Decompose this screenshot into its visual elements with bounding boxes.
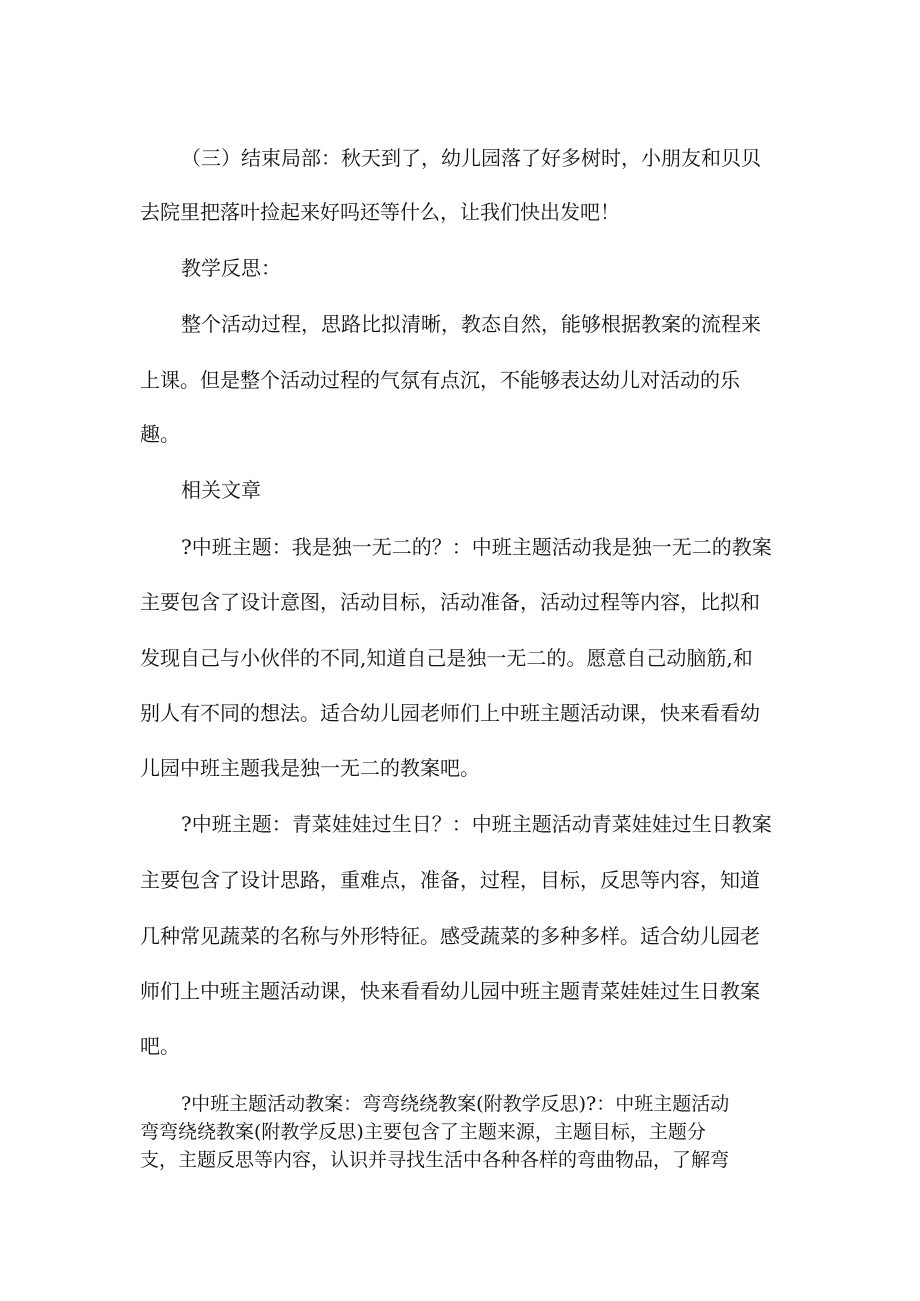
article-2-line-5: 吧。: [140, 1034, 180, 1058]
reflection-heading: 教学反思：: [181, 256, 281, 280]
article-2-line-4: 师们上中班主题活动课，快来看看幼儿园中班主题青菜娃娃过生日教案: [140, 979, 760, 1003]
closing-line-1: （三）结束局部：秋天到了，幼儿园落了好多树时，小朋友和贝贝: [181, 146, 761, 170]
reflection-line-1: 整个活动过程，思路比拟清晰，教态自然，能够根据教案的流程来: [181, 312, 761, 336]
article-1-line-4: 别人有不同的想法。适合幼儿园老师们上中班主题活动课，快来看看幼: [140, 701, 760, 725]
article-1-line-3: 发现自己与小伙伴的不同,知道自己是独一无二的。愿意自己动脑筋,和: [140, 646, 753, 670]
article-2-line-2: 主要包含了设计思路，重难点，准备，过程，目标，反思等内容，知道: [140, 868, 760, 892]
reflection-line-3: 趣。: [140, 422, 180, 446]
article-3-line-2: 弯弯绕绕教案(附教学反思)主要包含了主题来源，主题目标，主题分: [140, 1121, 706, 1143]
article-3-line-3: 支，主题反思等内容，认识并寻找生活中各种各样的弯曲物品，了解弯: [140, 1149, 730, 1171]
article-1-line-5: 儿园中班主题我是独一无二的教案吧。: [140, 756, 480, 780]
article-2-line-3: 几种常见蔬菜的名称与外形特征。感受蔬菜的多种多样。适合幼儿园老: [140, 924, 760, 948]
article-3-line-1: ?中班主题活动教案：弯弯绕绕教案(附教学反思)?：中班主题活动: [181, 1093, 730, 1115]
related-heading: 相关文章: [181, 478, 261, 502]
article-1-line-2: 主要包含了设计意图，活动目标，活动准备，活动过程等内容，比拟和: [140, 590, 760, 614]
article-1-line-1: ?中班主题：我是独一无二的？：中班主题活动我是独一无二的教案: [181, 535, 772, 559]
closing-line-2: 去院里把落叶捡起来好吗还等什么，让我们快出发吧！: [140, 200, 620, 224]
reflection-line-2: 上课。但是整个活动过程的气氛有点沉，不能够表达幼儿对活动的乐: [140, 368, 740, 392]
article-2-line-1: ?中班主题：青菜娃娃过生日？：中班主题活动青菜娃娃过生日教案: [181, 812, 772, 836]
